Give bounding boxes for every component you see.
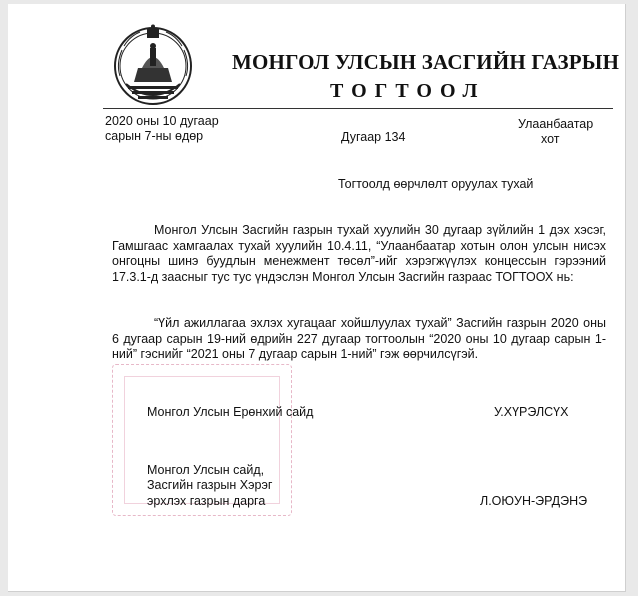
- minister-title-line-2: Засгийн газрын Хэрэг: [147, 478, 273, 492]
- date-line-2: сарын 7-ны өдөр: [105, 129, 204, 143]
- document-subject: Тогтоолд өөрчлөлт оруулах тухай: [338, 177, 534, 191]
- date-line-1: 2020 оны 10 дугаар: [105, 114, 219, 128]
- header-divider: [103, 108, 613, 109]
- pm-title: Монгол Улсын Ерөнхий сайд: [147, 405, 314, 419]
- body-paragraph-1: Монгол Улсын Засгийн газрын тухай хуулийн 30 дугаар зүйлийн 1 дэх хэсэг, Гамшгаас хамгаалах тухай хуулийн 10.4.11, “Улаанбаатар хотын олон улсын нисэх онгоцны шинэ буудлын менежмент төсөл”-ийг хэрэгжүүлэх концессын гэрээний 17.3.1-д заасныг тус тус үндэслэн Монгол Улсын Засгийн газраас ТОГТООХ нь:: [112, 223, 606, 284]
- body-paragraph-2: “Үйл ажиллагаа эхлэх хугацааг хойшлуулах тухай” Засгийн газрын 2020 оны 6 дугаар сарын 19-ний өдрийн 227 дугаар тогтоолын “2020 оны 10 дугаар сарын 1-ний” гэснийг “2021 оны 7 дугаар сарын 1-ний” гэж өөрчилсүгэй.: [112, 316, 606, 362]
- city-line-2: хот: [541, 132, 560, 146]
- minister-title-line-3: эрхлэх газрын дарга: [147, 494, 266, 508]
- document-type: ТОГТООЛ: [330, 80, 486, 102]
- state-emblem-icon: [112, 24, 194, 110]
- government-title: МОНГОЛ УЛСЫН ЗАСГИЙН ГАЗРЫН: [232, 50, 620, 74]
- document-page: [8, 4, 626, 592]
- document-number: Дугаар 134: [341, 130, 406, 144]
- pm-name: У.ХҮРЭЛСҮХ: [494, 405, 569, 419]
- minister-title-line-1: Монгол Улсын сайд,: [147, 463, 265, 477]
- minister-name: Л.ОЮУН-ЭРДЭНЭ: [480, 494, 588, 508]
- city-line-1: Улаанбаатар: [518, 117, 594, 131]
